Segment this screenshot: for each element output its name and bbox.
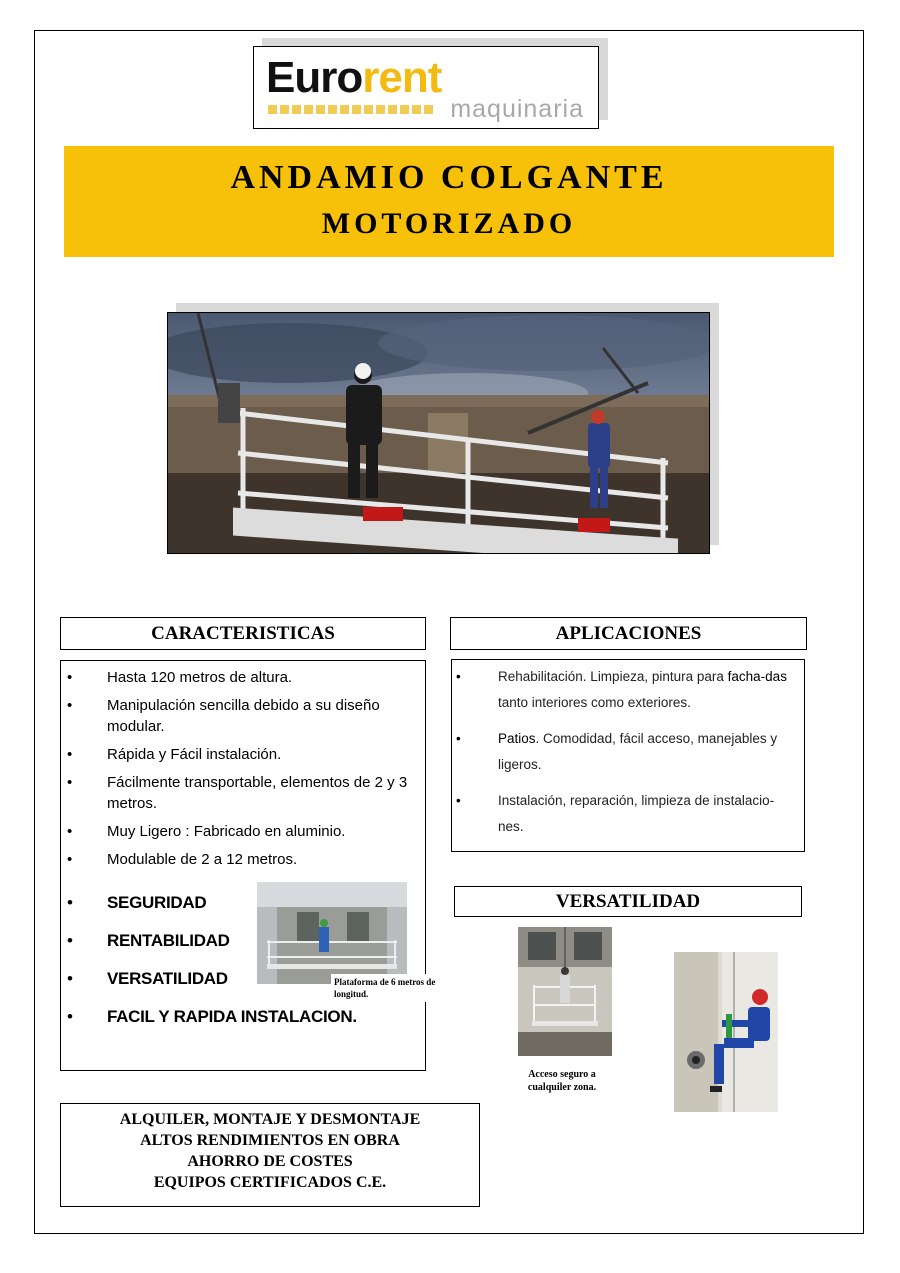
eurorent-logo: [253, 46, 599, 129]
logo-wordmark: [266, 53, 441, 103]
title-band: [64, 146, 834, 257]
access-photo: [518, 927, 612, 1056]
list-item: • Instalación, reparación, limpieza de instalacio-nes.: [452, 788, 804, 840]
aplicaciones-box: [451, 659, 805, 852]
feature-item: • RENTABILIDAD: [61, 931, 357, 951]
main-photo-suspended-platform: [167, 312, 710, 554]
list-item: • Modulable de 2 a 12 metros.: [61, 849, 425, 870]
caracteristicas-list: [61, 667, 425, 877]
versatilidad-heading: VERSATILIDAD: [454, 886, 802, 917]
list-item: • Hasta 120 metros de altura.: [61, 667, 425, 688]
logo-subtitle: maquinaria: [450, 95, 584, 123]
apl-item-2-highlight: Patios: [498, 731, 536, 746]
list-item: • Rápida y Fácil instalación.: [61, 744, 425, 765]
apl-item-1-highlight: facha-das: [727, 669, 787, 684]
caracteristicas-heading: CARACTERISTICAS: [60, 617, 426, 650]
title-line-1: ANDAMIO COLGANTE: [230, 159, 668, 196]
list-item: • Manipulación sencilla debido a su diseño modular.: [61, 695, 425, 737]
logo-rent: rent: [362, 53, 442, 102]
platform-photo: [257, 882, 407, 984]
feature-item: • SEGURIDAD: [61, 893, 357, 913]
services-box: [60, 1103, 480, 1207]
aplicaciones-list: [452, 664, 804, 850]
title-line-2: MOTORIZADO: [321, 207, 577, 240]
list-item: [452, 726, 804, 778]
list-item: [452, 664, 804, 716]
climber-photo: [674, 952, 778, 1112]
apl-item-1-text: Rehabilitación. Limpieza, pintura para: [498, 669, 724, 684]
apl-item-1-text-end: tanto interiores como exteriores.: [498, 695, 691, 710]
aplicaciones-heading: APLICACIONES: [450, 617, 807, 650]
logo-dots: [268, 105, 433, 114]
apl-item-2-text: . Comodidad, fácil acceso, manejables y ligeros.: [498, 731, 778, 772]
feature-item: • FACIL Y RAPIDA INSTALACION.: [61, 1007, 357, 1027]
service-line: AHORRO DE COSTES: [187, 1153, 353, 1170]
platform-photo-caption: Plataforma de 6 metros de longitud.: [331, 974, 447, 1002]
caracteristicas-box: [60, 660, 426, 1071]
access-caption: Acceso seguro a cualquiler zona.: [527, 1069, 597, 1093]
logo-euro: Euro: [266, 53, 363, 102]
list-item: • Muy Ligero : Fabricado en aluminio.: [61, 821, 425, 842]
list-item: • Fácilmente transportable, elementos de 2 y 3 metros.: [61, 772, 425, 814]
service-line: ALTOS RENDIMIENTOS EN OBRA: [140, 1132, 400, 1149]
feature-item: • VERSATILIDAD: [61, 969, 357, 989]
service-line: EQUIPOS CERTIFICADOS C.E.: [153, 1174, 387, 1191]
service-line: ALQUILER, MONTAJE Y DESMONTAJE: [119, 1111, 421, 1128]
